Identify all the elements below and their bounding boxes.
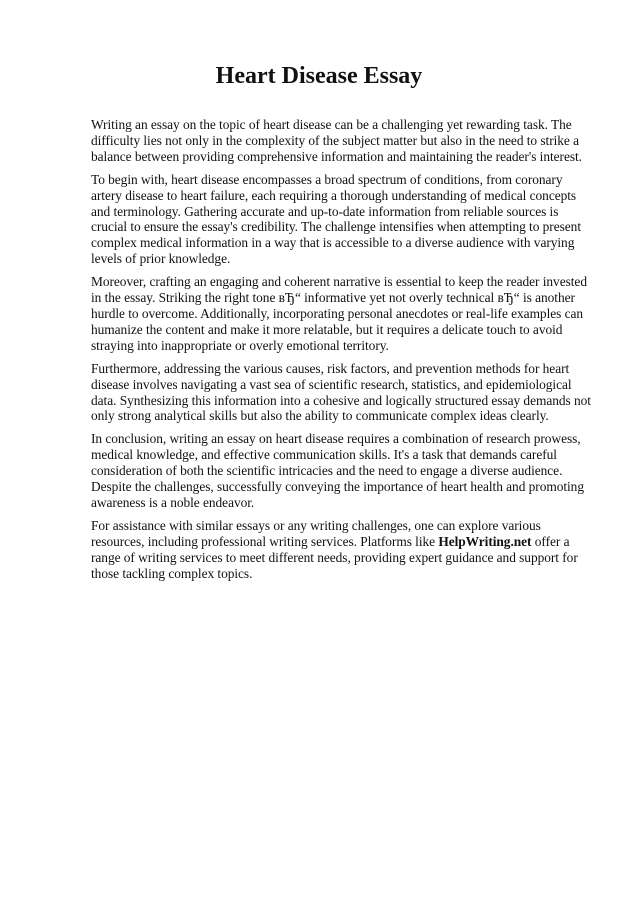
paragraph-intro: Writing an essay on the topic of heart disease can be a challenging yet rewarding task. The difficulty lies not only in the complexity of the subject matter but also in the need to strike a balance between providing comprehensive information and maintaining the reader's interest. [91, 117, 582, 164]
paragraph-scope: To begin with, heart disease encompasses a broad spectrum of conditions, from coronary artery disease to heart failure, each requiring a thorough understanding of medical concepts and terminology. Gathering accurate and up-to-date information from reliable sources is crucial to ensure the essay's credibility. The challenge intensifies when attempting to present complex medical information in a way that is accessible to a diverse audience with varying levels of prior knowledge. [91, 171, 581, 267]
assistance-text-after: offer a range of writing services to meet different needs, providing expert guidance and support for those tackling complex topics. [91, 533, 578, 581]
assistance-text-before: For assistance with similar essays or any writing challenges, one can explore various resources, including professional writing services. Platforms like [91, 517, 541, 549]
paragraph-causes: Furthermore, addressing the various causes, risk factors, and prevention methods for heart disease involves navigating a vast sea of scientific research, statistics, and epidemiological data. Synthesizing this information into a cohesive and logically structured essay demands not only strong analytical skills but also the ability to communicate complex ideas clearly. [91, 360, 591, 424]
essay-body [91, 117, 596, 588]
paragraph-assistance [91, 518, 596, 582]
page-title: Heart Disease Essay [215, 63, 423, 89]
paragraph-narrative: Moreover, crafting an engaging and coherent narrative is essential to keep the reader invested in the essay. Striking the right tone вЂ“ informative yet not overly technical вЂ“ is another hurdle to overcome. Additionally, incorporating personal anecdotes or real-life examples can humanize the content and make it more relatable, but it requires a delicate touch to avoid straying into inappropriate or overly emotional territory. [91, 274, 587, 353]
brand-name: HelpWriting.net [438, 533, 532, 549]
paragraph-conclusion: In conclusion, writing an essay on heart disease requires a combination of research prowess, medical knowledge, and effective communication skills. It's a task that demands careful consideration of both the scientific intricacies and the need to engage a diverse audience. Despite the challenges, successfully conveying the importance of heart health and promoting awareness is a noble endeavor. [91, 431, 584, 510]
